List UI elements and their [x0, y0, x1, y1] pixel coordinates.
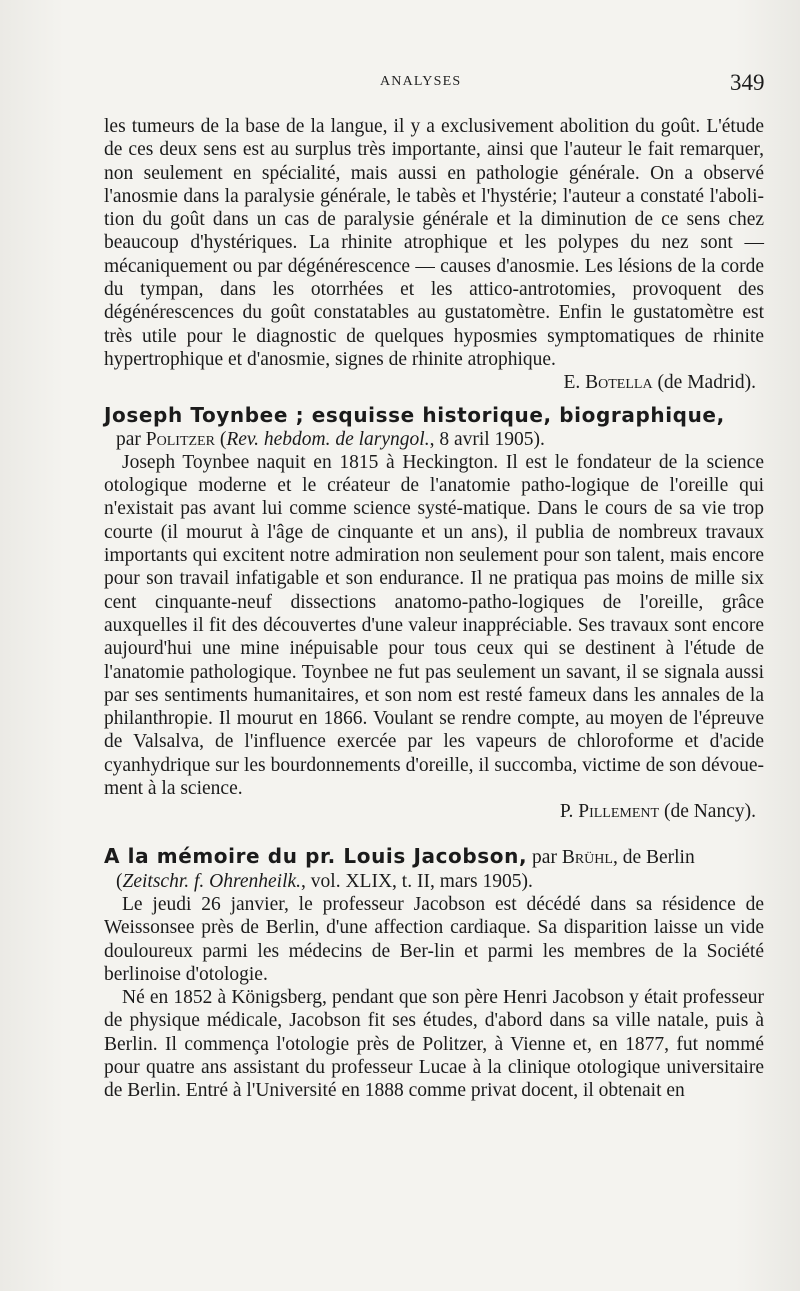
article2-citation: par Politzer (Rev. hebdom. de laryngol., 8 avril 1905). [116, 428, 545, 450]
article2-title: Joseph Toynbee ; esquisse historique, biographique, [104, 402, 725, 427]
article2-paragraph: Joseph Toynbee naquit en 1815 à Heckington. Il est le fondateur de la science otologique moderne et le créateur de l'anatomie patho-logique de l'oreille qui n'existait pas avant lui comme science systé-matique. Dans le cours de sa vie trop courte (il mourut à l'âge de cinquante et un ans), il publia de nombreux travaux importants qui excitent notre admiration non seulement pour son talent, mais encore pour son travail infatigable et son endurance. Il ne pratiqua pas moins de mille six cent cinquante-neuf dissections anatomo-patho-logiques de l'oreille, grâce auxquelles il fit des découvertes d'une valeur inappréciable. Ses travaux sont encore aujourd'hui une mine inépuisable pour tous ceux qui se destinent à l'étude de l'anatomie pathologique. Toynbee ne fut pas seulement un savant, il se signala aussi par ses sentiments humanitaires, et son nom est resté fameux dans les annales de la philanthropie. Il mourut en 1866. Voulant se rendre compte, au moyen de l'épreuve de Valsalva, de l'influence exercée par les vapeurs de chloroforme et d'acide cyanhydrique sur les bourdonnements d'oreille, il succomba, victime de son dévoue-ment à la science. [104, 451, 765, 800]
page-number: 349 [730, 70, 765, 95]
article3-paragraph-1: Le jeudi 26 janvier, le professeur Jacobson est décédé dans sa résidence de Weissonsee près de Berlin, d'une affection cardiaque. Sa disparition laisse un vide douloureux parmi les médecins de Ber-lin et parmi les membres de la Société berlinoise d'otologie. [104, 893, 765, 985]
page-header [0, 72, 800, 100]
article1-paragraph: les tumeurs de la base de la langue, il y a exclusivement abolition du goût. L'étude de ces deux sens est au surplus très importante, ainsi que l'auteur le fait remarquer, non seulement en spécialité, mais aussi en pathologie générale. On a observé l'anosmie dans la paralysie générale, le tabès et l'hystérie; l'auteur a constaté l'aboli-tion du goût dans un cas de paralysie générale et la diminution de ce sens chez beaucoup d'hystériques. La rhinite atrophique et les polypes du nez sont — mécaniquement ou par dégénérescence — causes d'anosmie. Les lésions de la corde du tympan, dans les otorrhées et les attico-antrotomies, provoquent des dégénérescences du goût constatables au gustatomètre. Enfin le gustatomètre est très utile pour le diagnostic de quelques hyposmies symptomatiques de rhinite hypertrophique et d'anosmie, signes de rhinite atrophique. [104, 116, 765, 370]
article1-signature: E. Botella (de Madrid). [563, 372, 756, 394]
section-gap [104, 824, 764, 836]
article3-citation: (Zeitschr. f. Ohrenheilk., vol. XLIX, t. II, mars 1905). [116, 870, 533, 892]
page-body [104, 115, 764, 1103]
running-title: ANALYSES [380, 74, 462, 89]
article3-paragraph-2: Né en 1852 à Königsberg, pendant que son père Henri Jacobson y était professeur de physique médicale, Jacobson fit ses études, d'abord dans sa ville natale, puis à Berlin. Il commença l'otologie près de Politzer, à Vienne et, en 1877, fut nommé pour quatre ans assistant du professeur Lucae à la clinique otologique universitaire de Berlin. Entré à l'Université en 1888 comme privat docent, il obtenait en [104, 987, 765, 1102]
article3-title: A la mémoire du pr. Louis Jacobson, par Brühl, de Berlin [104, 843, 695, 868]
article2-signature: P. Pillement (de Nancy). [559, 801, 756, 823]
